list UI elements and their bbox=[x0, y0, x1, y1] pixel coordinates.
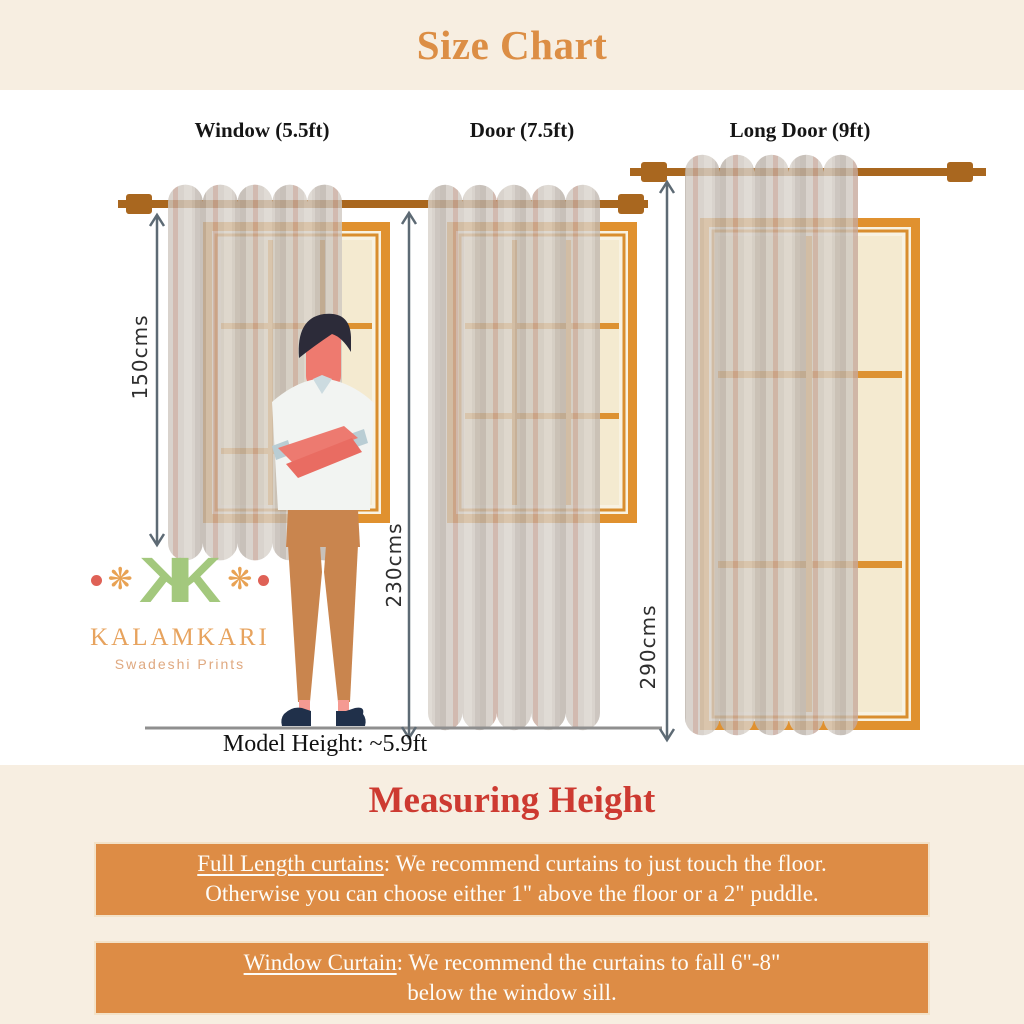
arrow-230cms bbox=[402, 213, 416, 738]
label-long-door: Long Door (9ft) bbox=[729, 118, 871, 142]
size-chart-illustration bbox=[0, 90, 1024, 765]
section-title: Measuring Height bbox=[368, 780, 656, 821]
long-door-curtain bbox=[685, 155, 858, 736]
model-height-caption: Model Height: ~5.9ft bbox=[222, 731, 428, 757]
kalamkari-logo-mark bbox=[88, 538, 272, 622]
window-curtain-note bbox=[94, 941, 930, 1016]
header-band bbox=[0, 0, 1024, 90]
note-line: below the window sill. bbox=[407, 980, 617, 1006]
measurement-290cms: 290cms bbox=[636, 604, 660, 690]
arrow-290cms bbox=[660, 182, 674, 740]
logo-red-dot-left bbox=[91, 575, 102, 586]
logo-flower-icon-left: ❋ bbox=[107, 562, 133, 597]
note-line: Full Length curtains: We recommend curtains to just touch the floor. bbox=[197, 851, 827, 876]
logo-tagline: Swadeshi Prints bbox=[114, 656, 246, 672]
logo-kk-monogram: K K bbox=[138, 544, 222, 616]
label-door: Door (7.5ft) bbox=[469, 118, 575, 142]
measuring-height-section bbox=[0, 765, 1024, 1024]
label-window: Window (5.5ft) bbox=[194, 118, 330, 142]
arrow-150cms bbox=[150, 215, 164, 545]
measurement-230cms: 230cms bbox=[382, 522, 406, 608]
door-curtain bbox=[428, 185, 600, 730]
page-title: Size Chart bbox=[416, 22, 608, 68]
measurement-150cms: 150cms bbox=[128, 314, 152, 400]
kalamkari-logo bbox=[88, 538, 272, 672]
logo-red-dot-right bbox=[258, 575, 269, 586]
logo-flower-icon-right: ❋ bbox=[227, 562, 253, 597]
full-length-curtains-note bbox=[94, 842, 930, 917]
note-line: Window Curtain: We recommend the curtains to fall 6"-8" bbox=[243, 949, 781, 975]
logo-brand-name: KALAMKARI bbox=[90, 624, 270, 651]
note-line: Otherwise you can choose either 1" above the floor or a 2" puddle. bbox=[205, 881, 819, 907]
